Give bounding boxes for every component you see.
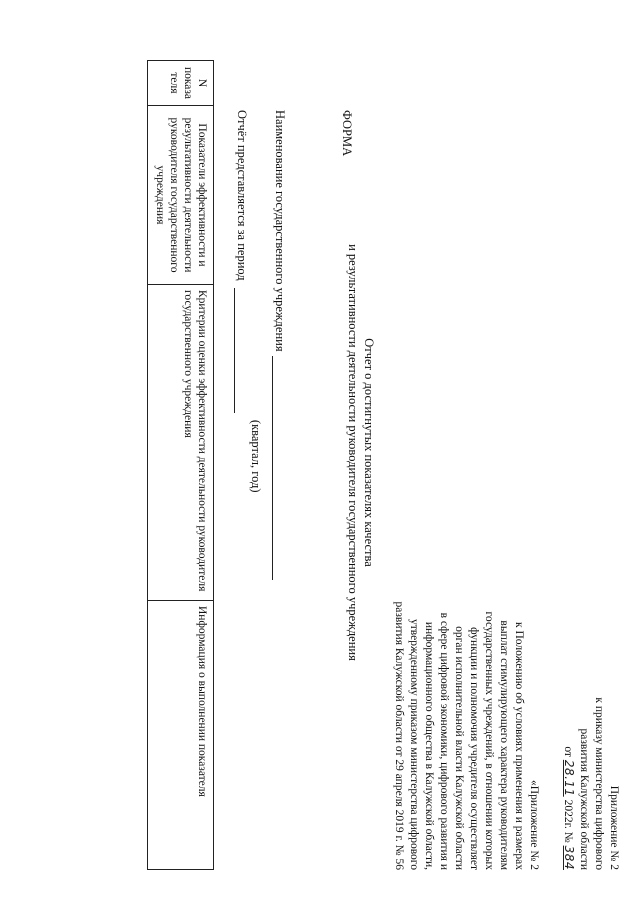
period-row [234,110,263,493]
report-title-line-2: и результативности деятельности руководителя государственного учреждения [346,244,360,661]
appendix-header-line: к приказу министерства цифрового [593,697,605,870]
period-label: Отчёт представляется за период [235,110,249,281]
regulation-line: развития Калужской области от 29 апреля 2019 г. № 56 [393,601,405,870]
date-prefix: от [562,746,574,757]
regulation-line: в сфере цифровой экономики, цифрового развития и [438,612,450,870]
period-hint: (квартал, год) [249,419,263,493]
period-field[interactable] [234,288,247,413]
regulation-line: орган исполнительной власти Калужской области [453,626,465,870]
institution-name-field[interactable] [272,356,285,580]
header-info: Информация о выполнении показателя [148,601,214,870]
institution-name-row [272,110,287,580]
regulation-line: функции и полномочия учредителя осуществляет [468,627,480,870]
appendix-header-line: развития Калужской области [578,728,590,870]
handwritten-order-number: 384 [562,845,576,870]
regulation-line: «Приложение № 2 [528,780,540,870]
header-indicators: Показатели эффективности и результативности деятельности руководителя государственного учреждения [148,106,214,285]
institution-label: Наименование государственного учреждения [273,110,287,352]
header-criteria: Критерии оценки эффективности деятельности руководителя государственного учреждения [148,285,214,601]
regulation-reference [391,490,541,870]
criteria-table [147,60,214,870]
handwritten-date: 28.11 [562,759,576,797]
regulation-line: информационного общества в Калужской области, [423,621,435,870]
regulation-line: государственных учреждений, в отношении которых [483,611,495,870]
form-label: ФОРМА [340,110,354,157]
regulation-line: утвержденному приказом министерства цифрового [408,618,420,870]
appendix-header [560,510,621,870]
regulation-line: выплат стимулирующего характера руководителям [498,620,510,870]
appendix-header-line: Приложение № 2 [608,785,620,870]
regulation-line: к Положению об условиях применения и размерах [513,622,525,870]
report-title-line-1: Отчет о достигнутых показателях качества [362,338,376,567]
header-number: N показа теля [148,61,214,106]
table-header-row [148,61,214,870]
appendix-date-line [560,510,576,870]
date-year: 2022г. № [562,799,574,843]
